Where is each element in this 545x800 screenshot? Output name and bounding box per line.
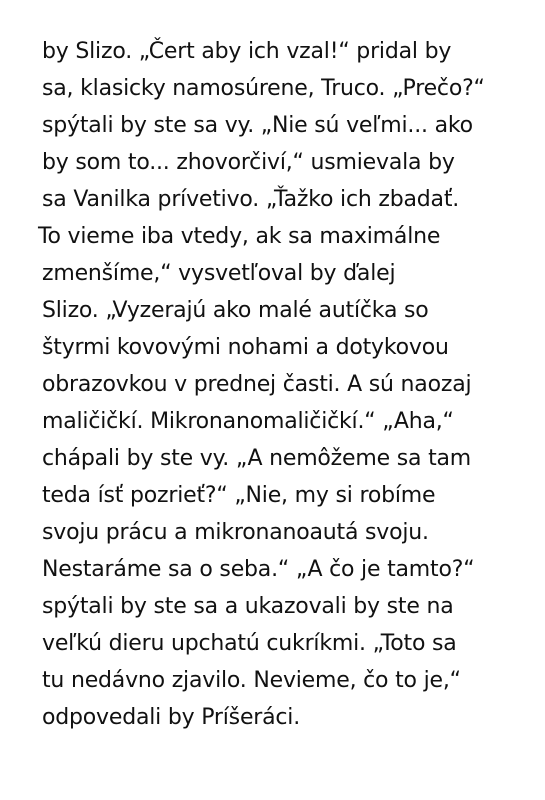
text-line-11: maličičkí. Mikronanomaličičkí.“ „Aha,“ xyxy=(42,409,454,434)
text-line-5: sa Vanilka prívetivo. „Ťažko ich zbadať. xyxy=(42,187,460,212)
text-line-19: odpovedali by Príšeráci. xyxy=(42,705,301,730)
text-line-8: Slizo. „Vyzerajú ako malé autíčka so xyxy=(42,298,429,323)
text-line-10: obrazovkou v prednej časti. A sú naozaj xyxy=(42,372,472,397)
text-line-12: chápali by ste vy. „A nemôžeme sa tam xyxy=(42,446,472,471)
text-line-15: Nestaráme sa o seba.“ „A čo je tamto?“ xyxy=(42,557,475,582)
text-line-7: zmenšíme,“ vysvetľoval by ďalej xyxy=(42,261,396,286)
text-line-3: spýtali by ste sa vy. „Nie sú veľmi... ako xyxy=(42,113,473,138)
text-line-1: by Slizo. „Čert aby ich vzal!“ pridal by xyxy=(42,39,452,64)
text-line-16: spýtali by ste sa a ukazovali by ste na xyxy=(42,594,454,619)
text-line-4: by som to... zhovorčiví,“ usmievala by xyxy=(42,150,455,175)
text-line-17: veľkú dieru upchatú cukríkmi. „Toto sa xyxy=(42,631,457,656)
text-line-13: teda ísť pozrieť?“ „Nie, my si robíme xyxy=(42,483,436,508)
text-line-18: tu nedávno zjavilo. Nevieme, čo to je,“ xyxy=(42,668,461,693)
text-line-6: To vieme iba vtedy, ak sa maximálne xyxy=(38,224,441,249)
text-line-9: štyrmi kovovými nohami a dotykovou xyxy=(42,335,449,360)
text-line-14: svoju prácu a mikronanoautá svoju. xyxy=(42,520,429,545)
text-line-2: sa, klasicky namosúrene, Truco. „Prečo?“ xyxy=(42,76,485,101)
